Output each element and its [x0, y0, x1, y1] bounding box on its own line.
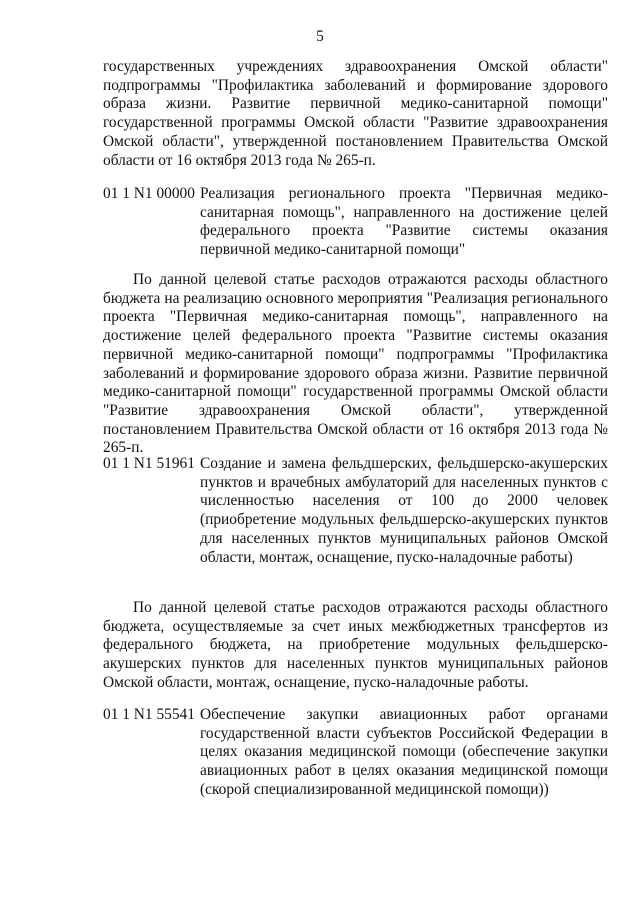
entry-title-text: Реализация регионального проекта "Первичная медико-санитарная помощь", направленного на достижение целей федерального проекта "Развитие системы оказания первичной медико-санитарной помощи" — [200, 185, 608, 259]
entry-code: 01 1 N1 00000 — [103, 185, 195, 202]
entry-title — [200, 455, 608, 567]
entry-code: 01 1 N1 51961 — [103, 455, 195, 472]
entry-description — [103, 599, 608, 693]
entry-description — [103, 271, 608, 458]
entry-title-text: Создание и замена фельдшерских, фельдшерско-акушерских пунктов и врачебных амбулаторий для населенных пунктов с численностью населения от 100 до 2000 человек (приобретение модульных фельдшерско-акушерских пунктов для населенных пунктов муниципальных районов Омской области, монтаж, оснащение, пуско-наладочные работы) — [200, 455, 608, 566]
intro-paragraph-text: государственных учреждениях здравоохранения Омской области" подпрограммы "Профилактика заболеваний и формирование здорового образа жизни. Развитие первичной медико-санитарной помощи" государственной программы Омской области "Развитие здравоохранения Омской области", утвержденной постановлением Правительства Омской области от 16 октября 2013 года № 265-п. — [103, 58, 608, 169]
entry-description-text: По данной целевой статье расходов отражаются расходы областного бюджета на реализацию основного мероприятия "Реализация регионального проекта "Первичная медико-санитарная помощь", направленного на достижение целей федерального проекта "Развитие системы оказания первичной медико-санитарной помощи" подпрограммы "Профилактика заболеваний и формирование здорового образа жизни. Развитие первичной медико-санитарной помощи" государственной программы Омской области "Развитие здравоохранения Омской области", утвержденной постановлением Правительства Омской области от 16 октября 2013 года № 265-п. — [103, 271, 608, 457]
page-number: 5 — [316, 28, 324, 45]
entry-title — [200, 185, 608, 260]
entry-title-text: Обеспечение закупки авиационных работ органами государственной власти субъектов Российской Федерации в целях оказания медицинской помощи (обеспечение закупки авиационных работ в целях оказания медицинской помощи (скорой специализированной медицинской помощи)) — [200, 706, 608, 798]
entry-title — [200, 706, 608, 800]
entry-code: 01 1 N1 55541 — [103, 706, 195, 723]
entry-description-text: По данной целевой статье расходов отражаются расходы областного бюджета, осуществляемые за счет иных межбюджетных трансфертов из федерального бюджета, на приобретение модульных фельдшерско-акушерских пунктов для населенных пунктов муниципальных районов Омской области, монтаж, оснащение, пуско-наладочные работы. — [103, 599, 608, 691]
intro-paragraph — [103, 58, 608, 170]
